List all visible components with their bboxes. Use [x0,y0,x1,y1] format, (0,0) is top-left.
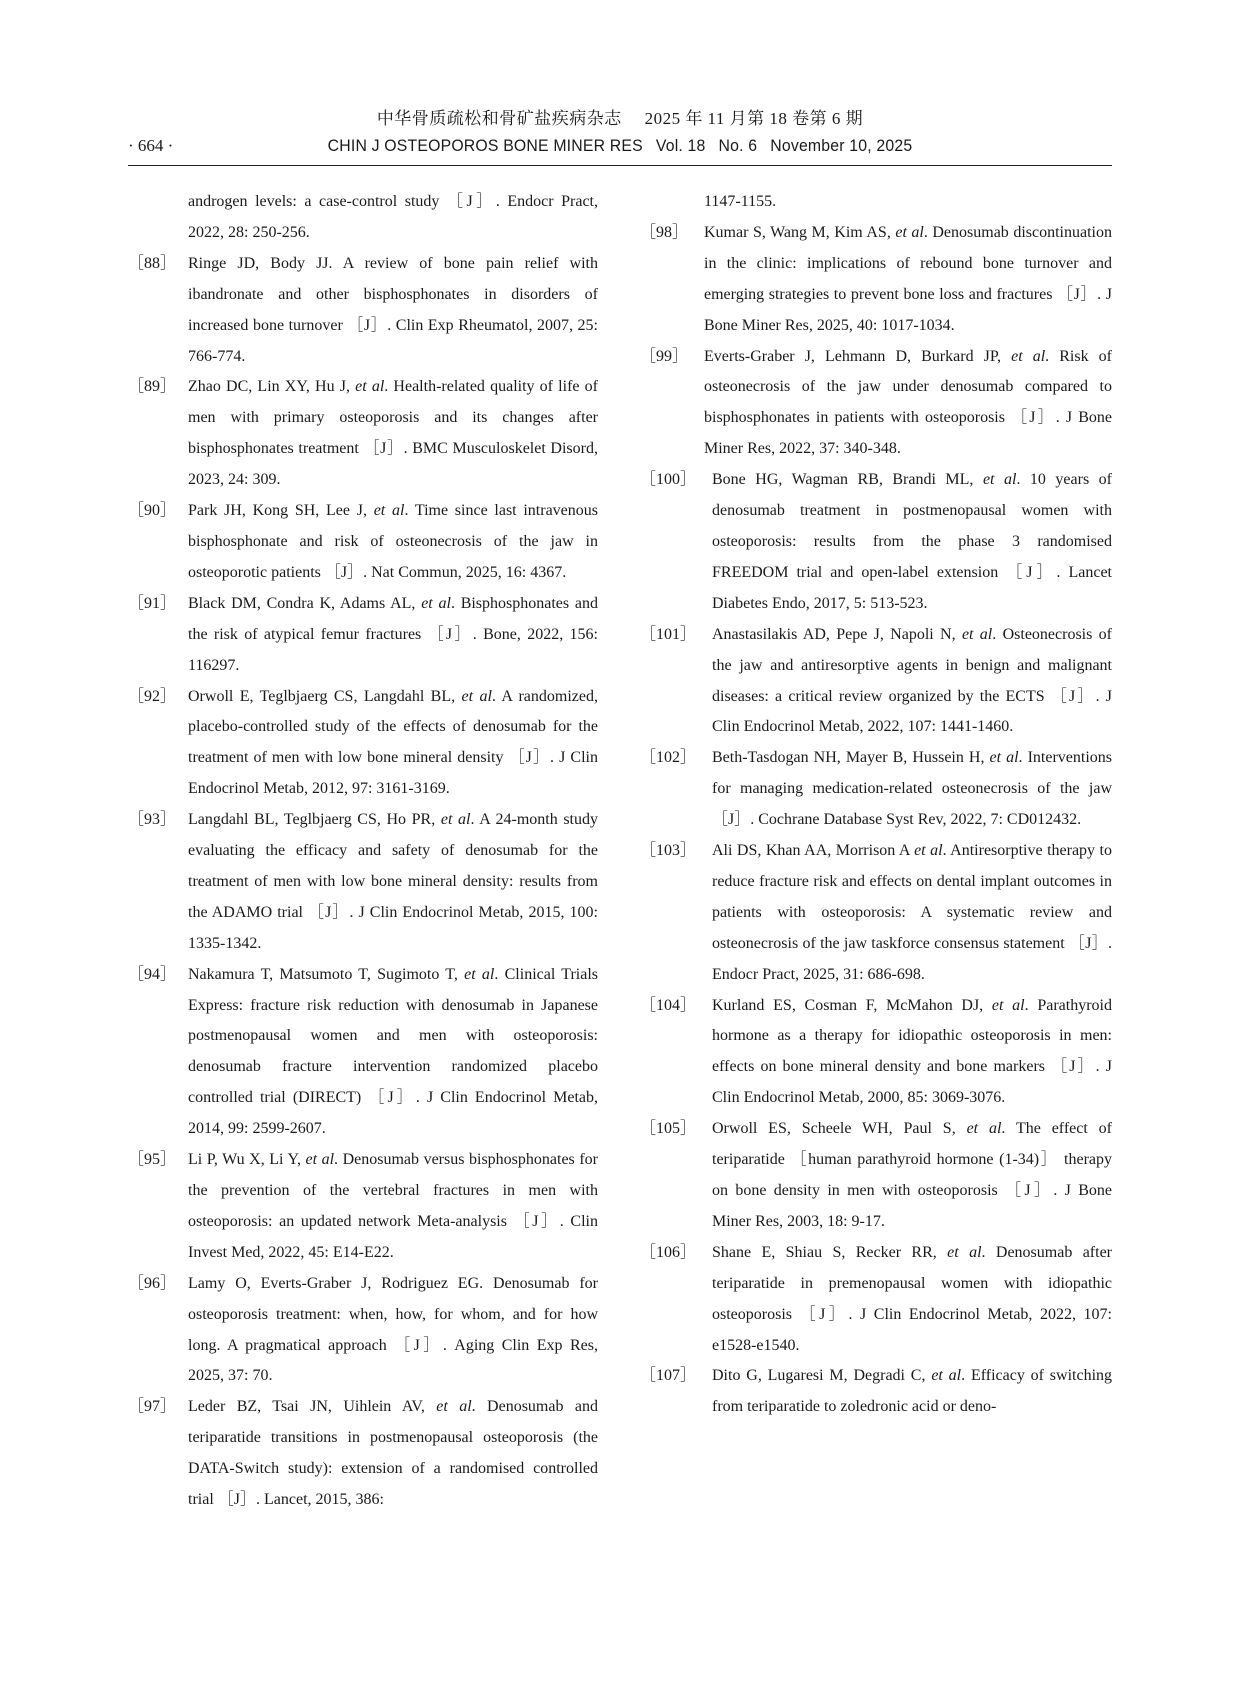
reference-text-rest: . Denosumab discontinuation in the clinic: implications of rebound bone turnover and emerging strategies to prevent bone loss and fractures ［J］. J Bone Miner Res, 2025, 40: 1017-1034. [704,223,1112,334]
reference-text-rest: . Bisphosphonates and the risk of atypical femur fractures ［J］. Bone, 2022, 156: 116297. [188,594,598,674]
reference-text-main: Dito G, Lugaresi M, Degradi C, [712,1367,932,1385]
reference-number: ［93］ [128,811,177,829]
reference-text-rest: . Efficacy of switching from teriparatide to zoledronic acid or deno- [712,1367,1113,1416]
reference-text-main: Leder BZ, Tsai JN, Uihlein AV, [188,1398,437,1416]
et-al: et al [961,625,993,643]
et-al: et al [914,842,943,860]
reference-text-main: Kurland ES, Cosman F, McMahon DJ, [712,996,992,1014]
reference-text [188,249,598,373]
reference-text-rest: . Denosumab versus bisphosphonates for the prevention of the vertebral fractures in men with osteoporosis: an updated network Meta-analysis ［J］. Clin Invest Med, 2022, 45: E14-E22. [188,1151,598,1261]
reference-text [704,187,1112,218]
reference-number: ［100］ [640,471,697,489]
reference-text-rest: . 10 years of denosumab treatment in postmenopausal women with osteoporosis: results from the phase 3 randomised FREEDOM trial and open-label extension ［J］. Lancet Diabetes Endo, 2017, 5: 513-523. [712,471,1113,612]
et-al: et al [931,1367,962,1385]
reference-item [640,1361,1112,1423]
reference-text-main: Anastasilakis AD, Pepe J, Napoli N, [712,625,962,643]
reference-column-left [128,187,598,1516]
reference-text-main: Bone HG, Wagman RB, Brandi ML, [712,471,983,489]
reference-number: ［97］ [128,1398,177,1416]
header-rule [128,165,1112,166]
reference-text-rest: . Antiresorptive therapy to reduce fracture risk and effects on dental implant outcomes in patients with osteoporosis: A systematic review and osteonecrosis of the jaw taskforce consensus statement ［J］. Endocr Pract, 2025, 31: 686-698. [712,842,1112,983]
et-al: et al [895,223,924,241]
reference-column-right [640,187,1112,1423]
reference-text-main: Zhao DC, Lin XY, Hu J, [188,378,356,396]
reference-item [128,187,598,249]
reference-text-main: androgen levels: a case-control study ［J］. Endocr Pract, 2022, 28: 250-256. [188,193,598,241]
reference-text-main: Nakamura T, Matsumoto T, Sugimoto T, [188,965,465,983]
page-header [0,0,1240,170]
reference-item [128,249,598,373]
reference-text-main: Kumar S, Wang M, Kim AS, [704,223,896,241]
reference-item [128,372,598,496]
reference-number: ［91］ [128,594,177,612]
reference-number: ［88］ [128,254,177,272]
reference-text [188,1145,598,1269]
et-al: et al [421,594,451,612]
reference-text-main: Shane E, Shiau S, Recker RR, [712,1243,948,1261]
reference-item [640,836,1112,991]
reference-text [704,218,1112,342]
reference-text-rest: . A randomized, placebo-controlled study of the effects of denosumab for the treatment of men with low bone mineral density ［J］. J Clin Endocrinol Metab, 2012, 97: 3161-3169. [188,687,599,798]
et-al: et al [305,1151,335,1169]
reference-number: ［104］ [640,996,697,1014]
journal-name-english: CHIN J OSTEOPOROS BONE MINER RES [327,136,643,155]
reference-text [188,960,598,1145]
reference-text-rest: . Health-related quality of life of men with primary osteoporosis and its changes after bisphosphonates treatment ［J］. BMC Musculoskelet Disord, 2023, 24: 309. [188,378,598,489]
issue-number: No. 6 [718,136,758,155]
reference-text [712,1361,1112,1423]
reference-text [712,1238,1112,1362]
reference-item [128,496,598,589]
reference-text [188,187,598,249]
et-al: et al [464,965,495,983]
reference-text-main: Langdahl BL, Teglbjaerg CS, Ho PR, [188,811,441,829]
reference-text-rest: . Denosumab and teriparatide transitions in postmenopausal osteoporosis (the DATA-Switch study): extension of a randomised controlled trial ［J］. Lancet, 2015, 386: [188,1398,598,1509]
et-al: et al [440,811,471,829]
reference-item [640,465,1112,620]
reference-text [712,836,1112,991]
reference-text [188,496,598,589]
reference-number: ［94］ [128,965,177,983]
reference-text [712,991,1112,1115]
reference-text-rest: . Osteonecrosis of the jaw and antiresorptive agents in benign and malignant diseases: a critical review organized by the ECTS ［J］. J Clin Endocrinol Metab, 2022, 107: 1441-1460. [712,625,1113,736]
reference-text [188,1269,598,1393]
reference-text-rest: . Denosumab after teriparatide in premenopausal women with idiopathic osteoporosis ［J］. J Clin Endocrinol Metab, 2022, 107: e1528-e1540. [712,1243,1113,1354]
reference-text [188,1392,598,1516]
reference-text-rest: . Time since last intravenous bisphosphonate and risk of osteonecrosis of the jaw in osteoporotic patients ［J］. Nat Commun, 2025, 16: 4367. [188,502,599,581]
et-al: et al [989,749,1019,767]
reference-text [188,682,598,806]
reference-number: ［98］ [640,223,689,241]
reference-text [712,1114,1112,1238]
et-al: et al [966,1120,1002,1138]
reference-number: ［95］ [128,1151,177,1169]
et-al: et al [1011,347,1046,365]
reference-item [128,1145,598,1269]
reference-item [640,1114,1112,1238]
issue-date: November 10, 2025 [770,136,913,155]
reference-item [128,1269,598,1393]
reference-text-rest: . The effect of teriparatide ［human parathyroid hormone (1-34)］ therapy on bone density in men with osteoporosis ［J］. J Bone Miner Res, 2003, 18: 9-17. [712,1120,1112,1230]
reference-number: ［101］ [640,625,697,643]
reference-text [712,465,1112,620]
reference-text-main: Beth-Tasdogan NH, Mayer B, Hussein H, [712,749,990,767]
reference-text [712,743,1112,836]
reference-text-rest: . A 24-month study evaluating the efficacy and safety of denosumab for the treatment of men with low bone mineral density: results from the ADAMO trial ［J］. J Clin Endocrinol Metab, 2015, 100: 1335-1342. [188,811,598,952]
reference-number: ［103］ [640,842,697,860]
reference-text-main: Everts-Graber J, Lehmann D, Burkard JP, [704,347,1012,365]
reference-text-rest: . Risk of osteonecrosis of the jaw under denosumab compared to bisphosphonates in patients with osteoporosis ［J］. J Bone Miner Res, 2022, 37: 340-348. [704,347,1113,458]
reference-item [128,589,598,682]
reference-text-main: Ali DS, Khan AA, Morrison A [712,842,915,860]
reference-text [712,620,1112,744]
reference-number: ［99］ [640,347,689,365]
reference-item [640,1238,1112,1362]
volume: Vol. 18 [655,136,706,155]
reference-text-main: Lamy O, Everts-Graber J, Rodriguez EG. Denosumab for osteoporosis treatment: when, how, for whom, and for how long. A pragmatical approach ［J］. Aging Clin Exp Res, 2025, 37: 70. [188,1274,598,1385]
et-al: et al [947,1243,982,1261]
reference-item [640,620,1112,744]
reference-text-main: Park JH, Kong SH, Lee J, [188,502,374,520]
reference-number: ［96］ [128,1274,177,1292]
reference-text [188,589,598,682]
reference-item [640,187,1112,218]
et-al: et al [355,378,385,396]
reference-item [640,342,1112,466]
reference-text-rest: . Parathyroid hormone as a therapy for idiopathic osteoporosis in men: effects on bone mineral density and bone markers ［J］. J Clin Endocrinol Metab, 2000, 85: 3069-3076. [712,996,1112,1107]
et-al: et al [982,471,1017,489]
reference-item [128,960,598,1145]
reference-number: ［90］ [128,502,177,520]
et-al: et al [461,687,492,705]
reference-item [640,743,1112,836]
reference-number: ［105］ [640,1120,697,1138]
reference-text-main: Orwoll E, Teglbjaerg CS, Langdahl BL, [188,687,462,705]
reference-text-main: Black DM, Condra K, Adams AL, [188,594,422,612]
reference-number: ［89］ [128,378,177,396]
reference-item [128,682,598,806]
reference-item [640,991,1112,1115]
header-english-line [43,136,1196,156]
issue-chinese: 2025 年 11 月第 18 卷第 6 期 [644,109,864,128]
reference-item [640,218,1112,342]
reference-text-main: Orwoll ES, Scheele WH, Paul S, [712,1120,967,1138]
reference-text-rest: . Clinical Trials Express: fracture risk reduction with denosumab in Japanese postmenopausal women and men with osteoporosis: denosumab fracture intervention randomized placebo controlled trial (DIRECT) ［J］. J Clin Endocrinol Metab, 2014, 99: 2599-2607. [188,965,599,1138]
et-al: et al [991,996,1025,1014]
reference-text-main: Ringe JD, Body JJ. A review of bone pain relief with ibandronate and other bisphosphonates in disorders of increased bone turnover ［J］. Clin Exp Rheumatol, 2007, 25: 766-774. [188,254,598,365]
et-al: et al [436,1398,472,1416]
reference-text-main: 1147-1155. [704,193,777,210]
reference-text-main: Li P, Wu X, Li Y, [188,1151,306,1169]
reference-text [188,805,598,960]
reference-number: ［102］ [640,749,697,767]
reference-text [704,342,1112,466]
reference-item [128,805,598,960]
header-chinese-line [0,104,1240,129]
reference-number: ［107］ [640,1367,697,1385]
journal-name-chinese: 中华骨质疏松和骨矿盐疾病杂志 [376,109,622,128]
reference-text-rest: . Interventions for managing medication-related osteonecrosis of the jaw ［J］. Cochrane Database Syst Rev, 2022, 7: CD012432. [712,749,1113,829]
reference-text [188,372,598,496]
reference-number: ［92］ [128,687,177,705]
reference-number: ［106］ [640,1243,697,1261]
reference-item [128,1392,598,1516]
et-al: et al [373,502,405,520]
page-number: · 664 · [128,136,174,155]
